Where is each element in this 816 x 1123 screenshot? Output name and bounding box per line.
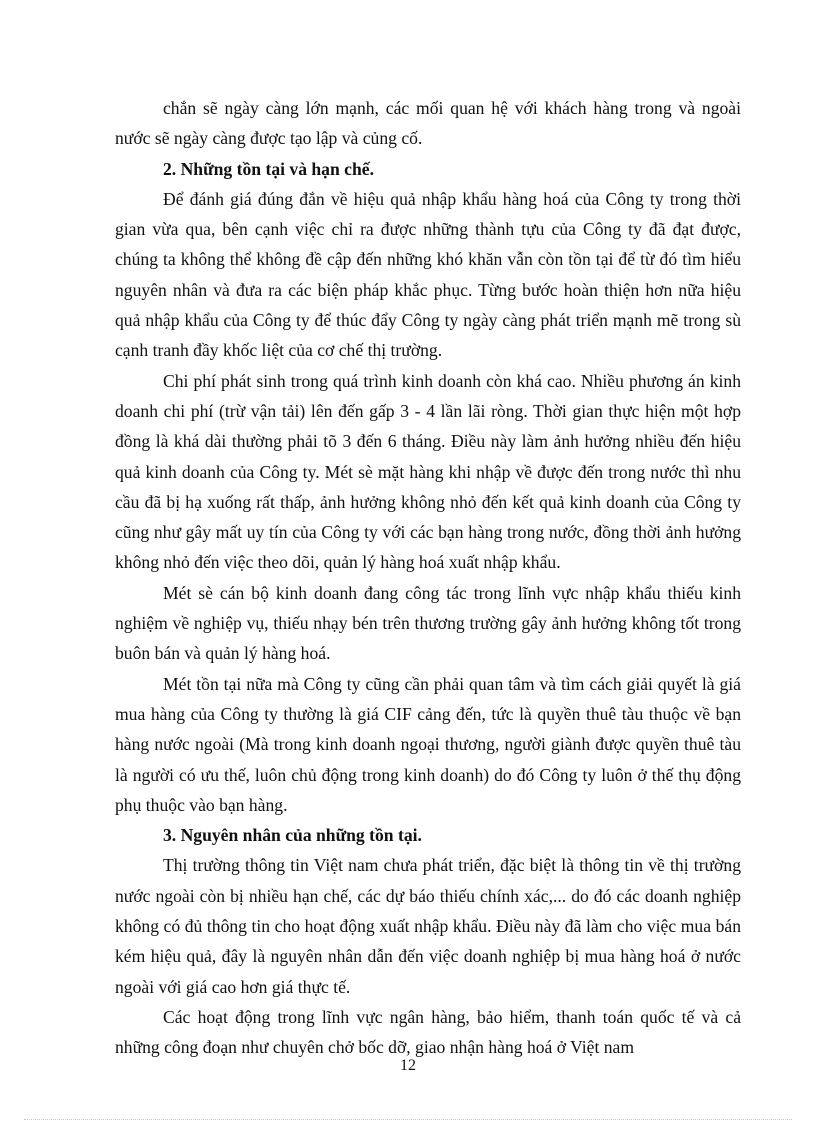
section-heading-2: 2. Những tồn tại và hạn chế. — [163, 158, 374, 179]
paragraph-cif-pricing: Mét tồn tại nữa mà Công ty cũng cần phải quan tâm và tìm cách giải quyết là giá mua hàng của Công ty thường là giá CIF cảng đến, tức là quyền thuê tàu thuộc về bạn hàng nước ngoài (Mà trong kinh doanh ngoại thương, người giành được quyền thuê tàu là người có ưu thế, luôn chủ động trong kinh doanh) do đó Công ty luôn ở thế thụ động phụ thuộc vào bạn hàng. — [115, 673, 741, 815]
page-bottom-divider — [24, 1119, 792, 1120]
paragraph-staff: Mét sè cán bộ kinh doanh đang công tác trong lĩnh vực nhập khẩu thiếu kinh nghiệm về nghiệp vụ, thiếu nhạy bén trên thương trường gây ảnh hưởng không tốt trong buôn bán và quản lý hàng hoá. — [115, 582, 741, 664]
page-number: 12 — [400, 1057, 416, 1074]
paragraph-evaluation-intro: Để đánh giá đúng đắn về hiệu quả nhập khẩu hàng hoá của Công ty trong thời gian vừa qua, bên cạnh việc chỉ ra được những thành tựu của Công ty đã đạt được, chúng ta không thể không đề cập đến những khó khăn vẫn còn tồn tại để từ đó tìm hiểu nguyên nhân và đưa ra các biện pháp khắc phục. Từng bước hoàn thiện hơn nữa hiệu quả nhập khẩu của Công ty để thúc đẩy Công ty ngày càng phát triển mạnh mẽ trong sù cạnh tranh đầy khốc liệt của cơ chế thị trường. — [115, 188, 741, 361]
paragraph-banking-insurance: Các hoạt động trong lĩnh vực ngân hàng, bảo hiểm, thanh toán quốc tế và cả những công đoạn như chuyên chở bốc dỡ, giao nhận hàng hoá ở Việt nam — [115, 1006, 741, 1058]
section-heading-3: 3. Nguyên nhân của những tồn tại. — [163, 825, 422, 846]
paragraph-information-market: Thị trường thông tin Việt nam chưa phát triển, đặc biệt là thông tin về thị trường nước ngoài còn bị nhiều hạn chế, các dự báo thiếu chính xác,... do đó các doanh nghiệp không có đủ thông tin cho hoạt động xuất nhập khẩu. Điều này đã làm cho việc mua bán kém hiệu quả, đây là nguyên nhân dẫn đến việc doanh nghiệp bị mua hàng hoá ở nước ngoài với giá cao hơn giá thực tế. — [115, 855, 741, 997]
paragraph-continuation: chắn sẽ ngày càng lớn mạnh, các mối quan hệ với khách hàng trong và ngoài nước sẽ ngày càng được tạo lập và củng cố. — [115, 98, 741, 149]
page-body — [115, 93, 741, 1063]
paragraph-costs: Chi phí phát sinh trong quá trình kinh doanh còn khá cao. Nhiều phương án kinh doanh chi phí (trừ vận tải) lên đến gấp 3 - 4 lần lãi ròng. Thời gian thực hiện một hợp đồng là khá dài thường phải tõ 3 đến 6 tháng. Điều này làm ảnh hưởng nhiều đến hiệu quả kinh doanh của Công ty. Mét sè mặt hàng khi nhập về được đến trong nước thì nhu cầu đã bị hạ xuống rất thấp, ảnh hưởng không nhỏ đến kết quả kinh doanh của Công ty cũng như gây mất uy tín của Công ty với các bạn hàng trong nước, đồng thời ảnh hưởng không nhỏ đến việc theo dõi, quản lý hàng hoá xuất nhập khẩu. — [115, 370, 741, 573]
